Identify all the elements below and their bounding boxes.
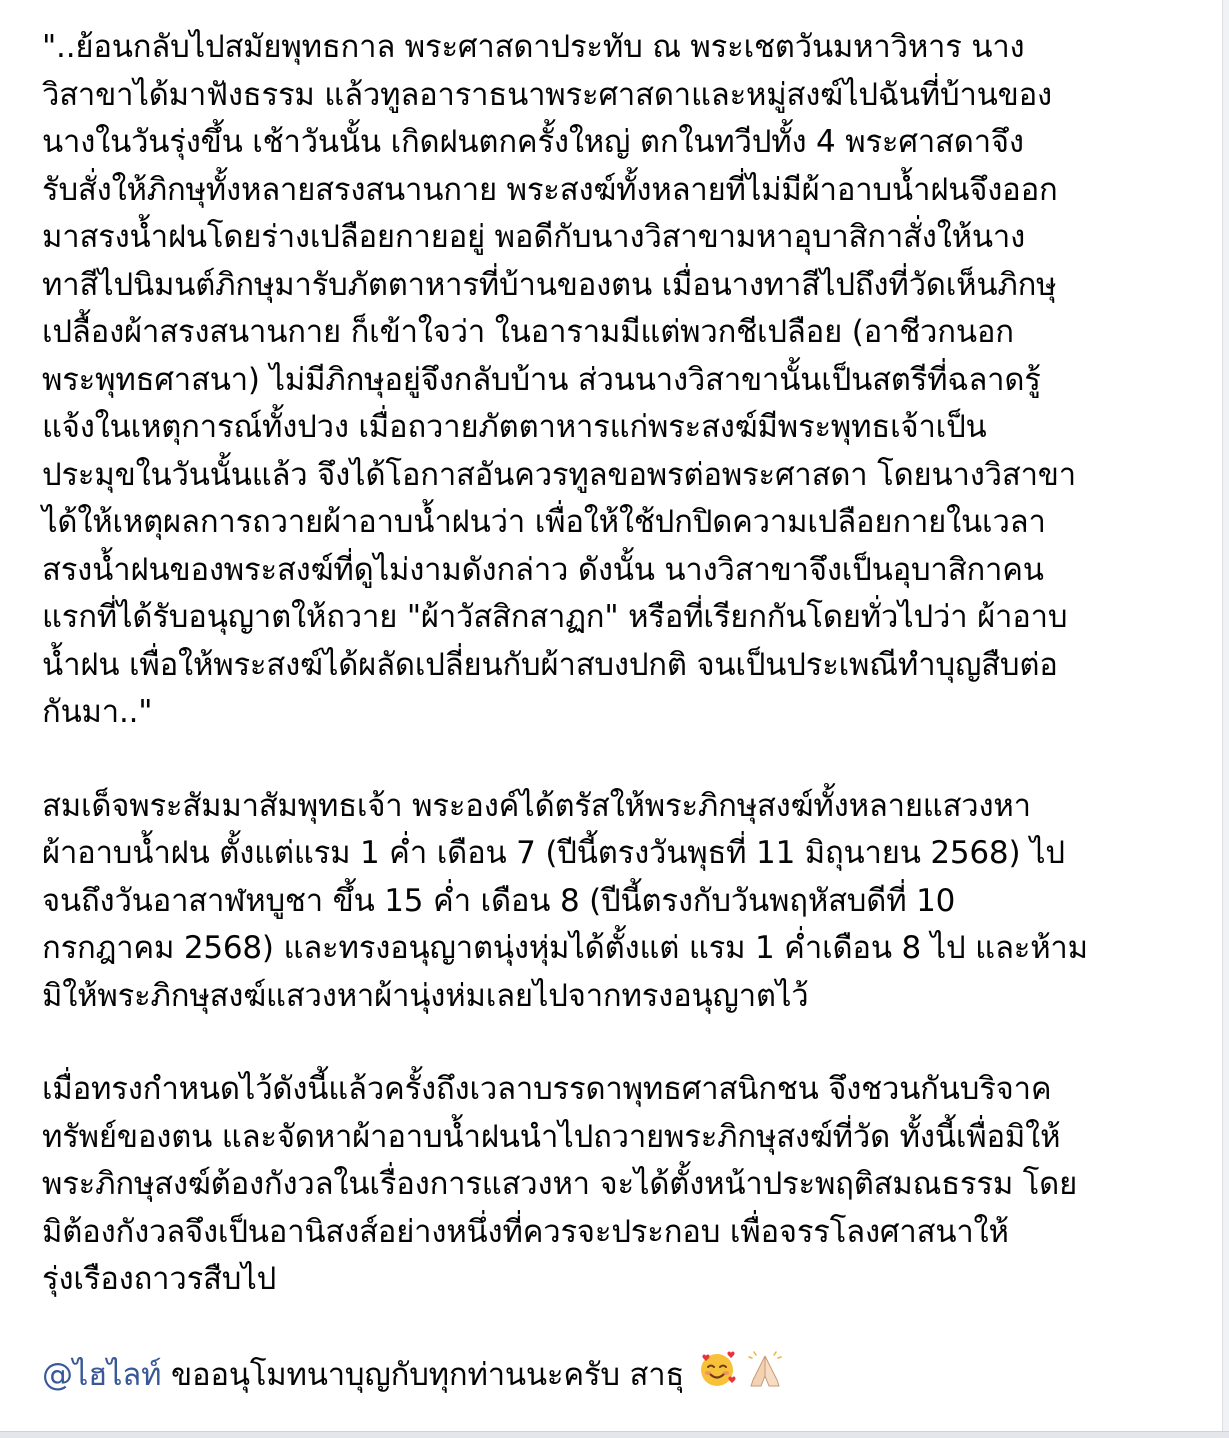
- text-line: นางในวันรุ่งขึ้น เช้าวันนั้น เกิดฝนตกครั้งใหญ่ ตกในทวีปทั้ง 4 พระศาสดาจึง: [42, 124, 1024, 160]
- text-line: น้ำฝน เพื่อให้พระสงฆ์ได้ผลัดเปลี่ยนกับผ้าสบงปกติ จนเป็นประเพณีทำบุญสืบต่อ: [42, 646, 1058, 683]
- text-line: ทาสีไปนิมนต์ภิกษุมารับภัตตาหารที่บ้านของตน เมื่อนางทาสีไปถึงที่วัดเห็นภิกษุ: [42, 266, 1057, 303]
- mention-link[interactable]: @ไฮไลท์: [42, 1356, 162, 1393]
- text-line: ประมุขในวันนั้นแล้ว จึงได้โอกาสอันควรทูลขอพรต่อพระศาสดา โดยนางวิสาขา: [42, 456, 1076, 493]
- text-line: ผ้าอาบน้ำฝน ตั้งแต่แรม 1 ค่ำ เดือน 7 (ปีนี้ตรงวันพุธที่ 11 มิถุนายน 2568) ไป: [42, 835, 1065, 871]
- text-line: จนถึงวันอาสาฬหบูชา ขึ้น 15 ค่ำ เดือน 8 (ปีนี้ตรงกับวันพฤหัสบดีที่ 10: [42, 882, 956, 919]
- text-line: วิสาขาได้มาฟังธรรม แล้วทูลอาราธนาพระศาสดาและหมู่สงฆ์ไปฉันที่บ้านของ: [42, 76, 1052, 113]
- post-divider: [0, 1431, 1229, 1438]
- text-line: แจ้งในเหตุการณ์ทั้งปวง เมื่อถวายภัตตาหารแก่พระสงฆ์มีพระพุทธเจ้าเป็น: [42, 409, 987, 445]
- text-line: สมเด็จพระสัมมาสัมพุทธเจ้า พระองค์ได้ตรัสให้พระภิกษุสงฆ์ทั้งหลายแสวงหา: [42, 787, 1031, 824]
- text-line: สรงน้ำฝนของพระสงฆ์ที่ดูไม่งามดังกล่าว ดังนั้น นางวิสาขาจึงเป็นอุบาสิกาคน: [42, 551, 1044, 588]
- text-line: เมื่อทรงกำหนดไว้ดังนี้แล้วครั้งถึงเวลาบรรดาพุทธศาสนิกชน จึงชวนกันบริจาค: [42, 1071, 1052, 1107]
- text-line: กันมา..": [42, 694, 153, 730]
- text-line: ได้ให้เหตุผลการถวายผ้าอาบน้ำฝนว่า เพื่อให้ใช้ปกปิดความเปลือยกายในเวลา: [42, 504, 1046, 540]
- closing-text: ขออนุโมทนาบุญกับทุกท่านนะครับ สาธุ: [171, 1356, 685, 1393]
- paragraph-gap: [42, 1020, 1202, 1066]
- text-line: รุ่งเรืองถาวรสืบไป: [42, 1261, 277, 1297]
- paragraph-gap: [42, 1304, 1202, 1350]
- text-line: รับสั่งให้ภิกษุทั้งหลายสรงสนานกาย พระสงฆ์ทั้งหลายที่ไม่มีผ้าอาบน้ำฝนจึงออก: [42, 171, 1058, 208]
- text-line: พระภิกษุสงฆ์ต้องกังวลในเรื่องการแสวงหา จะได้ตั้งหน้าประพฤติสมณธรรม โดย: [42, 1166, 1078, 1202]
- text-line: มิต้องกังวลจึงเป็นอานิสงส์อย่างหนึ่งที่ควรจะประกอบ เพื่อจรรโลงศาสนาให้: [42, 1213, 1009, 1250]
- folded-hands-icon: [745, 1350, 785, 1403]
- post-body: [42, 24, 1202, 1397]
- paragraph-1: [42, 24, 1202, 737]
- paragraph-3: [42, 1066, 1202, 1304]
- text-line: มิให้พระภิกษุสงฆ์แสวงหาผ้านุ่งห่มเลยไปจากทรงอนุญาตไว้: [42, 977, 809, 1014]
- text-line: แรกที่ได้รับอนุญาตให้ถวาย "ผ้าวัสสิกสาฏก" หรือที่เรียกกันโดยทั่วไปว่า ผ้าอาบ: [42, 599, 1068, 635]
- closing-line: [42, 1350, 1202, 1398]
- text-line: ทรัพย์ของตน และจัดหาผ้าอาบน้ำฝนนำไปถวายพระภิกษุสงฆ์ที่วัด ทั้งนี้เพื่อมิให้: [42, 1118, 1061, 1155]
- scrollbar-track[interactable]: [1222, 0, 1229, 1438]
- text-line: กรกฎาคม 2568) และทรงอนุญาตนุ่งหุ่มได้ตั้งแต่ แรม 1 ค่ำเดือน 8 ไป และห้าม: [42, 930, 1088, 966]
- text-line: "..ย้อนกลับไปสมัยพุทธกาล พระศาสดาประทับ ณ พระเชตวันมหาวิหาร นาง: [42, 29, 1025, 65]
- text-line: มาสรงน้ำฝนโดยร่างเปลือยกายอยู่ พอดีกับนางวิสาขามหาอุบาสิกาสั่งให้นาง: [42, 219, 1026, 255]
- smiling-face-with-hearts-icon: [698, 1350, 736, 1403]
- paragraph-2: [42, 783, 1202, 1021]
- paragraph-gap: [42, 737, 1202, 783]
- text-line: เปลื้องผ้าสรงสนานกาย ก็เข้าใจว่า ในอารามมีแต่พวกชีเปลือย (อาชีวกนอก: [42, 314, 1014, 350]
- text-line: พระพุทธศาสนา) ไม่มีภิกษุอยู่จึงกลับบ้าน ส่วนนางวิสาขานั้นเป็นสตรีที่ฉลาดรู้: [42, 361, 1041, 398]
